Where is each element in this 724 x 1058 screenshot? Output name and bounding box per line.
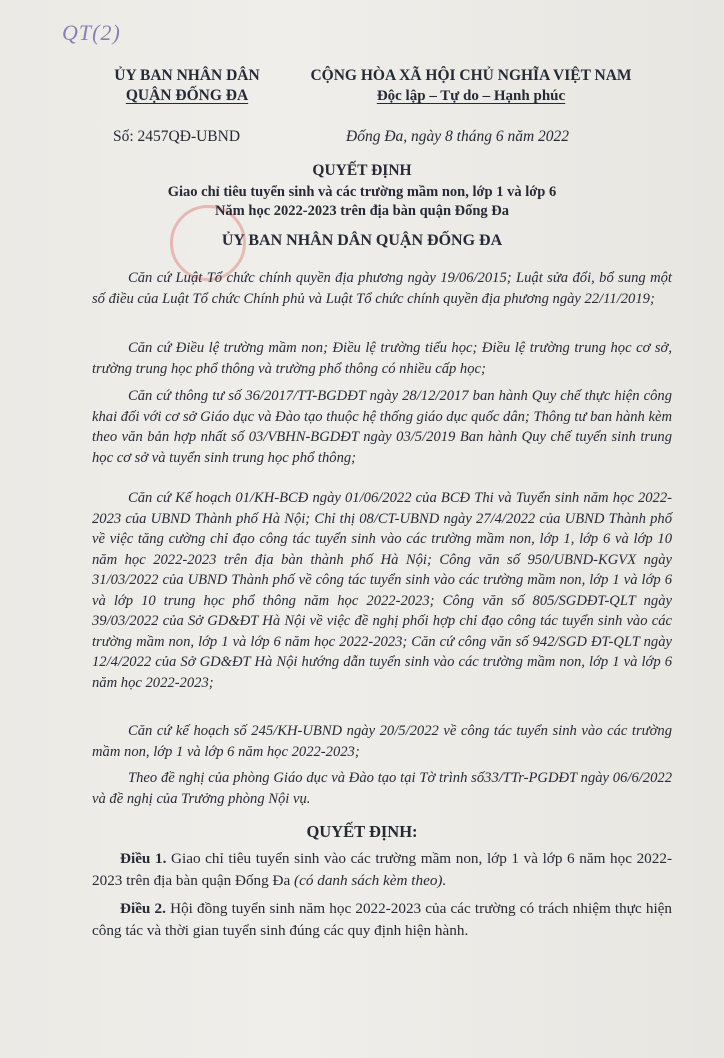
country-name: CỘNG HÒA XÃ HỘI CHỦ NGHĨA VIỆT NAM (310, 67, 632, 84)
agency-line-2: QUẬN ĐỐNG ĐA (125, 87, 249, 104)
preamble-paragraph: Căn cứ thông tư số 36/2017/TT-BGDĐT ngày 28/12/2017 ban hành Quy chế thực hiện công khai đối với cơ sở Giáo dục và Đào tạo thuộc hệ thống giáo dục quốc dân; Thông tư ban hành kèm theo văn bản hợp nhất số 03/VBHN-BGDĐT ngày 03/5/2019 Ban hành Quy chế tuyển sinh trung học cơ sở và tuyển sinh trung học phổ thông; (92, 388, 672, 466)
article-1 (92, 848, 672, 892)
issuing-authority: ỦY BAN NHÂN DÂN QUẬN ĐỐNG ĐA (221, 232, 503, 249)
document-subject-line-1: Giao chỉ tiêu tuyển sinh và các trường mầm non, lớp 1 và lớp 6 (167, 184, 557, 200)
preamble-paragraph: Căn cứ kế hoạch số 245/KH-UBND ngày 20/5/2022 về công tác tuyển sinh vào các trường mầm non, lớp 1 và lớp 6 năm học 2022-2023; (92, 723, 672, 760)
handwritten-note: QT(2) (62, 20, 121, 45)
national-motto (282, 66, 660, 106)
document-type: QUYẾT ĐỊNH (312, 162, 412, 179)
preamble-paragraph: Căn cứ Luật Tổ chức chính quyền địa phương ngày 19/06/2015; Luật sửa đổi, bổ sung một số điều của Luật Tổ chức Chính phủ và Luật Tổ chức chính quyền địa phương ngày 22/11/2019; (92, 270, 672, 307)
article-label: Điều 2. (120, 900, 166, 917)
preamble-paragraph: Theo đề nghị của phòng Giáo dục và Đào tạo tại Tờ trình số33/TTr-PGDĐT ngày 06/6/2022 và đề nghị của Trưởng phòng Nội vụ. (92, 770, 672, 807)
document-date: Đống Đa, ngày 8 tháng 6 năm 2022 (346, 128, 570, 145)
agency-line-1: ỦY BAN NHÂN DÂN (114, 67, 260, 84)
article-text: Hội đồng tuyển sinh năm học 2022-2023 của các trường có trách nhiệm thực hiện công tác và thời gian tuyển sinh đúng các quy định hiện hành. (92, 900, 673, 939)
preamble-paragraph: Căn cứ Điều lệ trường mầm non; Điều lệ trường tiểu học; Điều lệ trường trung học cơ sở, trường trung học phổ thông và trường phổ thông có nhiều cấp học; (92, 340, 672, 377)
document-number: Số: 2457QĐ-UBND (113, 128, 241, 145)
issuing-agency (92, 66, 282, 106)
article-label: Điều 1. (120, 850, 167, 867)
article-text: Giao chỉ tiêu tuyển sinh vào các trường mầm non, lớp 1 và lớp 6 năm học 2022-2023 trên địa bàn quận Đống Đa (92, 850, 672, 889)
motto: Độc lập – Tự do – Hạnh phúc (376, 88, 566, 104)
document-subject-line-2: Năm học 2022-2023 trên địa bàn quận Đống Đa (214, 203, 510, 219)
article-2 (92, 898, 672, 942)
article-note: (có danh sách kèm theo). (294, 872, 447, 889)
decision-heading: QUYẾT ĐỊNH: (306, 822, 418, 841)
preamble-paragraph: Căn cứ Kế hoạch 01/KH-BCĐ ngày 01/06/2022 của BCĐ Thi và Tuyển sinh năm học 2022-2023 của UBND Thành phố Hà Nội; Chỉ thị 08/CT-UBND ngày 27/4/2022 của UBND Thành phố về việc tăng cường chỉ đạo công tác tuyển sinh vào các trường mầm non, lớp 1, lớp 6 và lớp 10 năm học 2022-2023 trên địa bàn thành phố Hà Nội; Công văn số 950/UBND-KGVX ngày 31/03/2022 của UBND Thành phố về công tác tuyển sinh vào các trường mầm non, lớp 1 và lớp 6 và lớp 10 trung học phổ thông năm học 2022-2023; Công văn số 805/SGDĐT-QLT ngày 39/03/2022 của Sở GD&ĐT Hà Nội về việc đề nghị phối hợp chỉ đạo công tác tuyển sinh vào các trường mầm non, lớp 1 và lớp 6 năm học 2022-2023; Căn cứ công văn số 942/SGD ĐT-QLT ngày 12/4/2022 của Sở GD&ĐT Hà Nội hướng dẫn tuyển sinh vào các trường mầm non, lớp 1 và lớp 6 năm học 2022-2023; (92, 490, 672, 691)
